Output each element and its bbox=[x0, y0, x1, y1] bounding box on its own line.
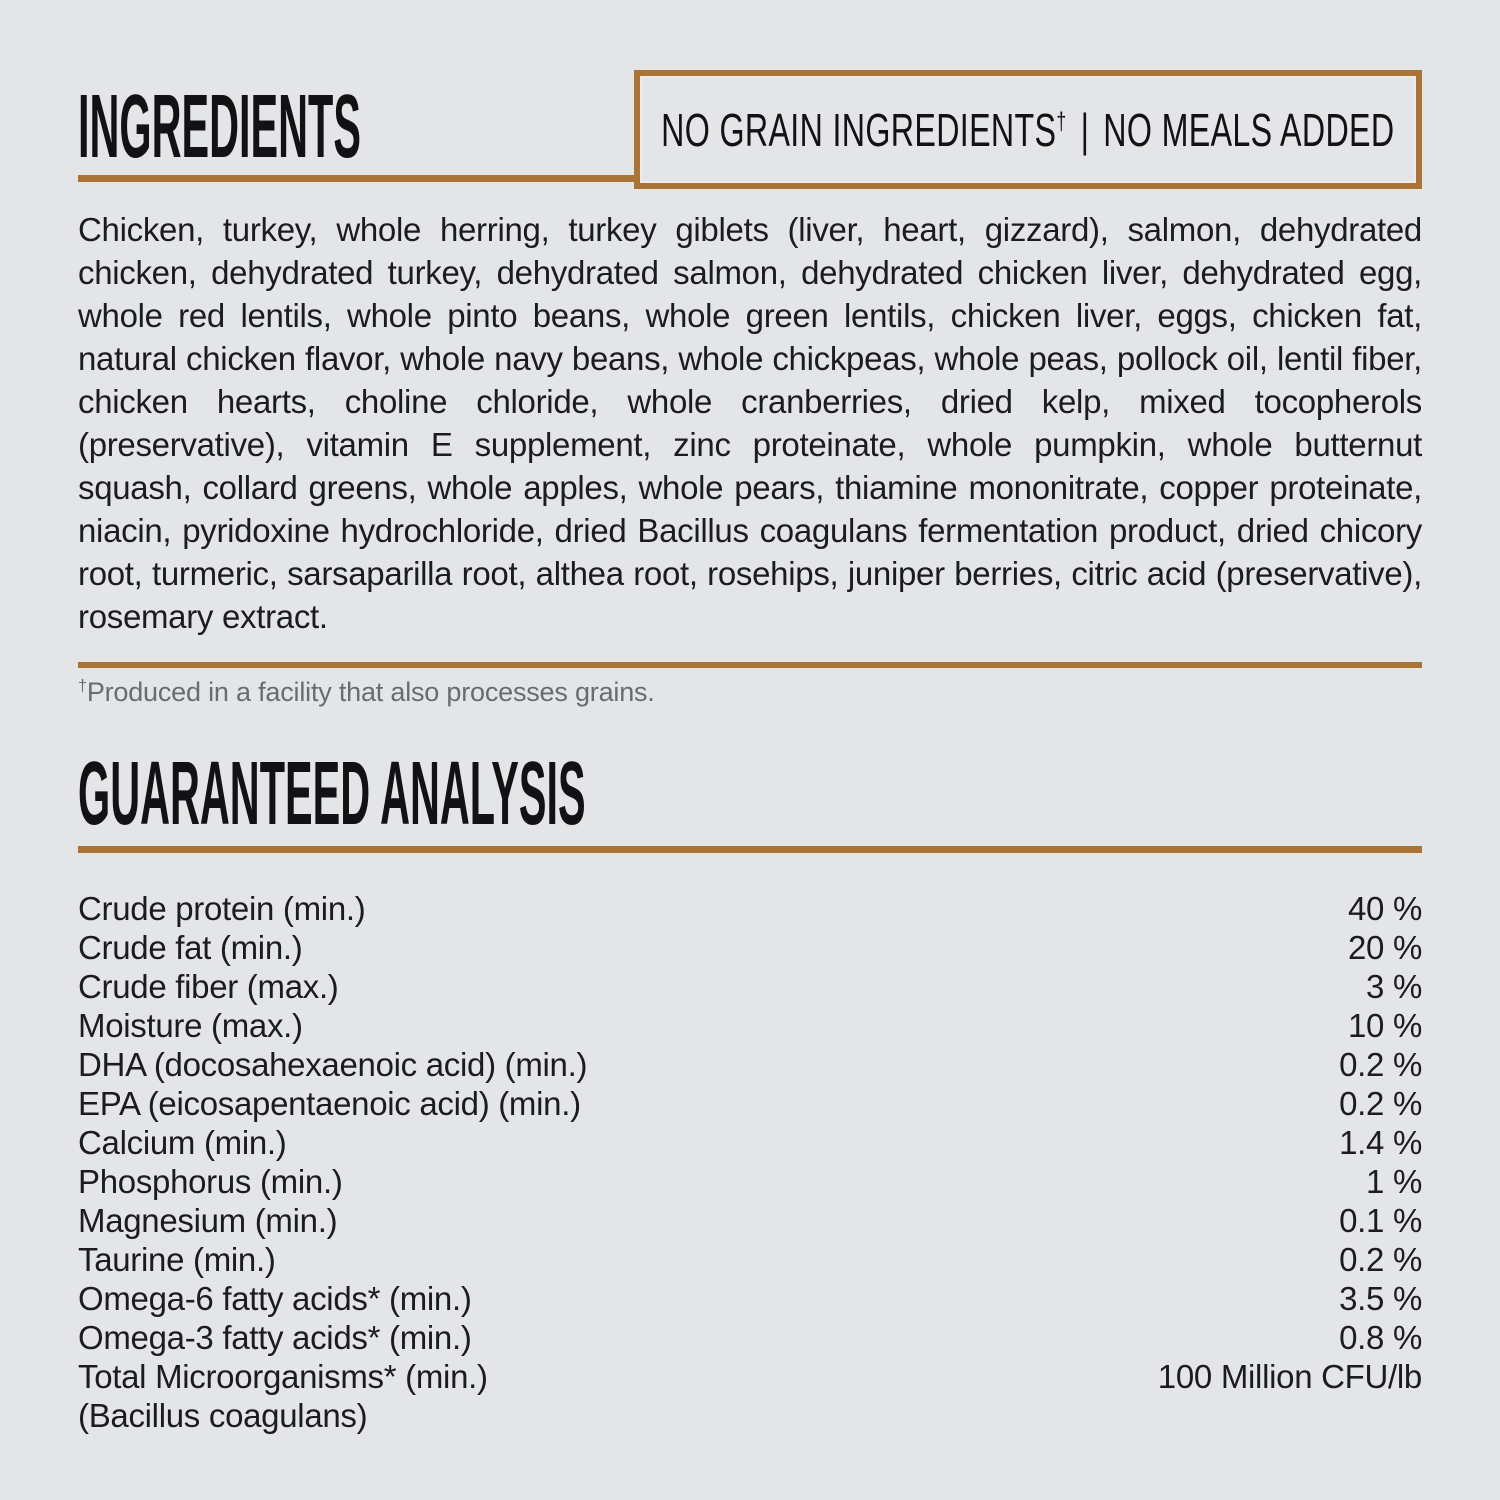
no-grain-badge-text bbox=[661, 103, 1394, 157]
ingredients-header bbox=[78, 70, 1422, 182]
analysis-label: Calcium (min.) bbox=[78, 1124, 287, 1161]
footnote-dagger: † bbox=[78, 677, 87, 695]
analysis-label: EPA (eicosapentaenoic acid) (min.) bbox=[78, 1085, 581, 1122]
badge-separator: | bbox=[1080, 103, 1090, 156]
analysis-label: Omega-6 fatty acids* (min.) bbox=[78, 1280, 472, 1317]
analysis-row bbox=[78, 1318, 1422, 1357]
guaranteed-analysis-divider bbox=[78, 846, 1422, 853]
analysis-label: Total Microorganisms* (min.) bbox=[78, 1358, 488, 1395]
label-content bbox=[0, 70, 1500, 1435]
ingredients-title-text: INGREDIENTS bbox=[78, 77, 361, 177]
analysis-label: Taurine (min.) bbox=[78, 1241, 276, 1278]
analysis-label: DHA (docosahexaenoic acid) (min.) bbox=[78, 1046, 588, 1083]
analysis-row bbox=[78, 1123, 1422, 1162]
analysis-label: (Bacillus coagulans) bbox=[78, 1397, 368, 1434]
analysis-value: 0.2 % bbox=[1339, 1085, 1422, 1122]
ingredients-title bbox=[78, 77, 693, 177]
analysis-row bbox=[78, 1045, 1422, 1084]
analysis-value: 40 % bbox=[1347, 890, 1422, 927]
footnote-divider bbox=[78, 662, 1422, 668]
ingredients-text: Chicken, turkey, whole herring, turkey giblets (liver, heart, gizzard), salmon, dehydrated chicken, dehydrated turkey, dehydrated salmon, dehydrated chicken liver, dehydrated egg, whole red lentils, whole pinto beans, whole green lentils, chicken liver, eggs, chicken fat, natural chicken flavor, whole navy beans, whole chickpeas, whole peas, pollock oil, lentil fiber, chicken hearts, choline chloride, whole cranberries, dried kelp, mixed tocopherols (preservative), vitamin E supplement, zinc proteinate, whole pumpkin, whole butternut squash, collard greens, whole apples, whole pears, thiamine mononitrate, copper proteinate, niacin, pyridoxine hydrochloride, dried Bacillus coagulans fermentation product, dried chicory root, turmeric, sarsaparilla root, althea root, rosehips, juniper berries, citric acid (preservative), rosemary extract. bbox=[78, 211, 1422, 635]
footnote-text: Produced in a facility that also processes grains. bbox=[86, 677, 655, 707]
analysis-value: 0.1 % bbox=[1339, 1202, 1422, 1239]
analysis-label: Crude protein (min.) bbox=[78, 890, 366, 927]
analysis-row bbox=[78, 967, 1422, 1006]
analysis-value: 1 % bbox=[1366, 1163, 1422, 1200]
analysis-row bbox=[78, 1084, 1422, 1123]
analysis-row bbox=[78, 928, 1422, 967]
analysis-row bbox=[78, 1357, 1422, 1396]
analysis-label: Magnesium (min.) bbox=[78, 1202, 338, 1239]
analysis-row bbox=[78, 1201, 1422, 1240]
guaranteed-analysis-title bbox=[78, 744, 1422, 844]
analysis-table bbox=[78, 889, 1422, 1435]
analysis-label: Crude fat (min.) bbox=[78, 929, 303, 966]
badge-left-text: NO GRAIN INGREDIENTS bbox=[661, 103, 1057, 156]
analysis-value: 1.4 % bbox=[1339, 1124, 1422, 1161]
analysis-label: Phosphorus (min.) bbox=[78, 1163, 343, 1200]
analysis-row bbox=[78, 1006, 1422, 1045]
analysis-value: 10 % bbox=[1347, 1007, 1422, 1044]
analysis-row bbox=[78, 1240, 1422, 1279]
analysis-value: 0.8 % bbox=[1339, 1319, 1422, 1356]
analysis-value: 100 Million CFU/lb bbox=[1157, 1358, 1422, 1395]
no-grain-badge bbox=[634, 70, 1422, 189]
guaranteed-analysis-title-text: GUARANTEED ANALYSIS bbox=[78, 744, 586, 844]
analysis-value: 0.2 % bbox=[1339, 1046, 1422, 1083]
analysis-row bbox=[78, 1396, 1422, 1435]
analysis-value: 20 % bbox=[1347, 929, 1422, 966]
analysis-label: Omega-3 fatty acids* (min.) bbox=[78, 1319, 472, 1356]
analysis-row bbox=[78, 1162, 1422, 1201]
guaranteed-analysis-header bbox=[78, 744, 1422, 853]
analysis-value: 0.2 % bbox=[1339, 1241, 1422, 1278]
analysis-value: 3 % bbox=[1366, 968, 1422, 1005]
badge-right-text: NO MEALS ADDED bbox=[1103, 103, 1395, 156]
analysis-label: Crude fiber (max.) bbox=[78, 968, 339, 1005]
analysis-row bbox=[78, 889, 1422, 928]
analysis-label: Moisture (max.) bbox=[78, 1007, 303, 1044]
analysis-row bbox=[78, 1279, 1422, 1318]
badge-dagger: † bbox=[1056, 107, 1067, 136]
footnote bbox=[78, 677, 1422, 708]
analysis-value: 3.5 % bbox=[1339, 1280, 1422, 1317]
